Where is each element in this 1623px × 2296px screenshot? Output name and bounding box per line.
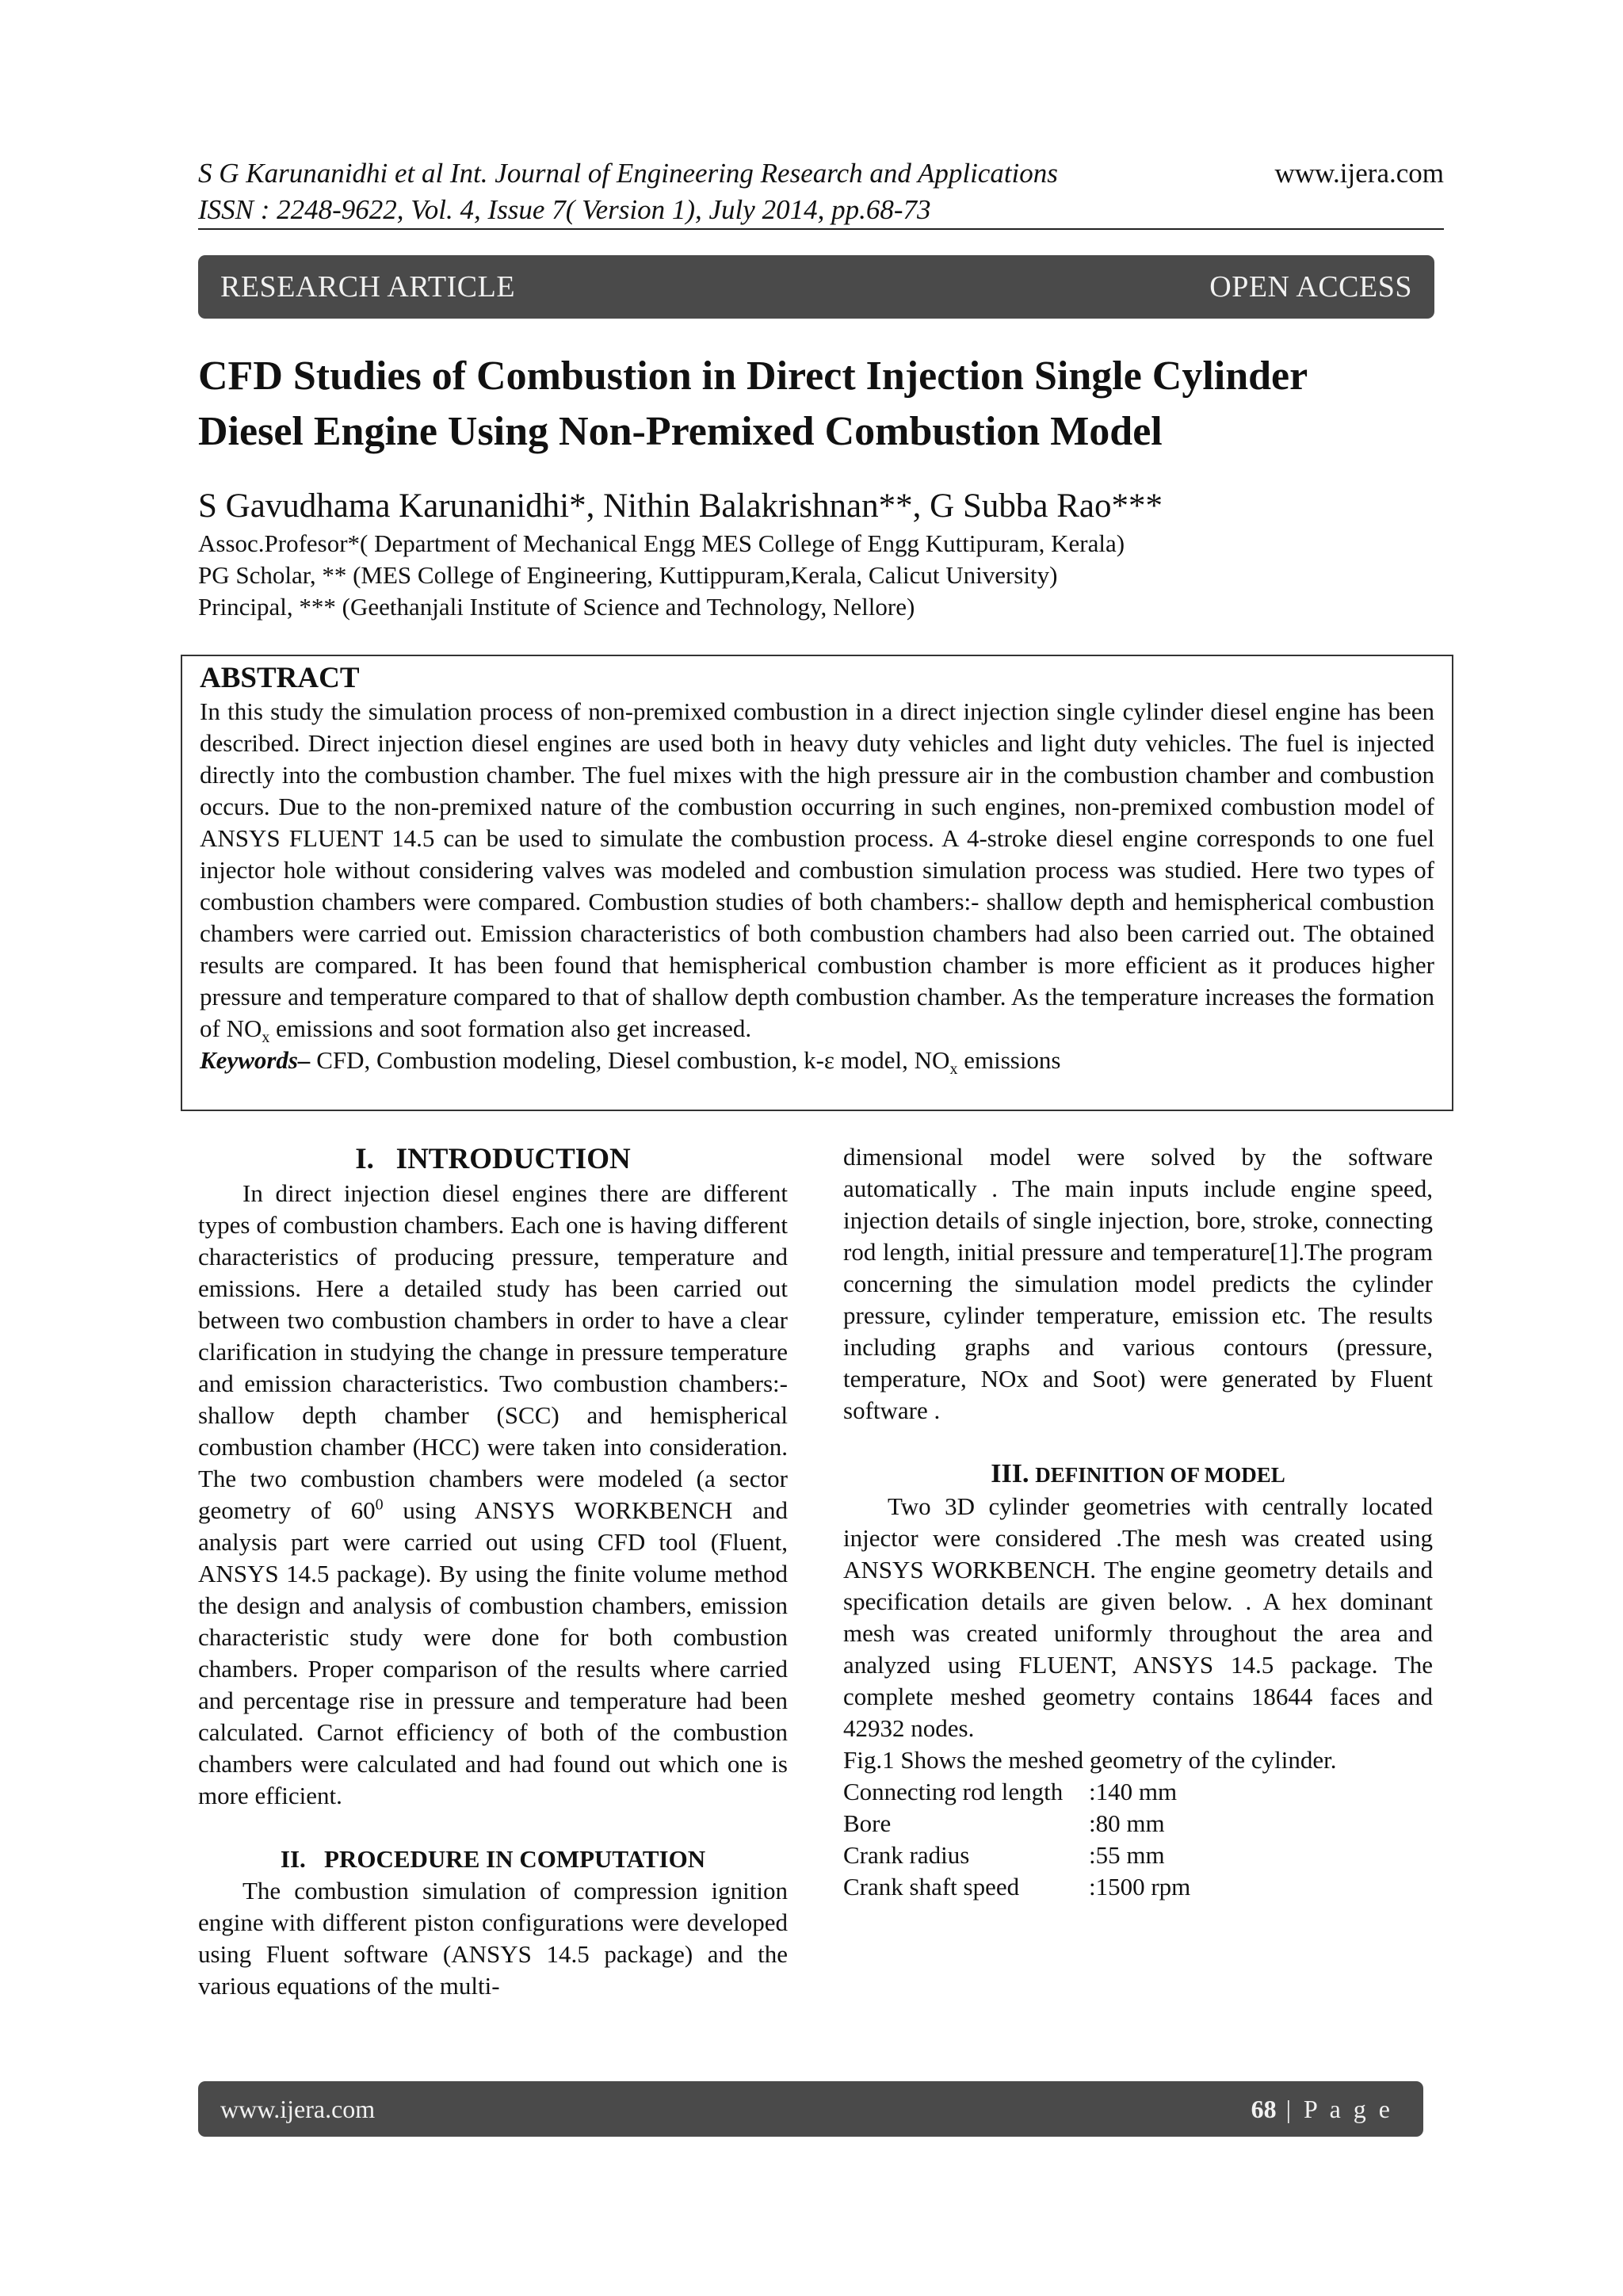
- footer-website-link[interactable]: www.ijera.com: [220, 2094, 376, 2123]
- title-line-1: CFD Studies of Combustion in Direct Injection Single Cylinder: [198, 353, 1308, 399]
- abstract-text: In this study the simulation process of non-premixed combustion in a direct injection single cylinder diesel engine has been described. Direct injection diesel engines are used both in heavy duty vehicles and light duty vehicles. The fuel is injected directly into the combustion chamber. The fuel mixes with the high pressure air in the combustion chamber and combustion occurs. Due to the non-premixed nature of the combustion occurring in such engines, non-premixed combustion model of ANSYS FLUENT 14.5 can be used to simulate the combustion process. A 4-stroke diesel engine corresponds to one fuel injector hole without considering valves was modeled and combustion simulation process was studied. Here two types of combustion chambers were compared. Combustion studies of both chambers:- shallow depth and hemispherical combustion chambers were carried out. Emission characteristics of both combustion chambers had also been carried out. The obtained results are compared. It has been found that hemispherical combustion chamber is more efficient as it produces higher pressure and temperature compared to that of shallow depth combustion chamber. As the temperature increases the formation of $NO_x$ emissions and soot formation also get increased.: [200, 697, 1434, 1047]
- running-header: [198, 155, 1444, 228]
- spec-row: Bore :80 mm: [843, 1809, 1165, 1837]
- page-number: 68 | P a g e: [1251, 2094, 1393, 2123]
- affiliations: [198, 528, 1450, 623]
- section-heading-introduction: I. INTRODUCTION: [355, 1143, 631, 1175]
- spec-row: Crank shaft speed :1500 rpm: [843, 1873, 1191, 1901]
- section-heading-procedure: II. PROCEDURE IN COMPUTATION: [280, 1845, 706, 1873]
- article-type-banner: [198, 255, 1434, 319]
- intro-paragraph: In direct injection diesel engines there are different types of combustion chambers. Each one is having different characteristics of producing pressure, temperature and emissions. Here a detailed study has been carried out between two combustion chambers in order to have a clear clarification in studying the change in pressure temperature and emission characteristics. Two combustion chambers:- shallow depth chamber (SCC) and hemispherical combustion chamber (HCC) were taken into consideration. The two combustion chambers were modeled (a sector geometry of $60^0$ using ANSYS WORKBENCH and analysis part were carried out using CFD tool (Fluent, ANSYS 14.5 package). By using the finite volume method the design and analysis of combustion chambers, emission characteristic study were done for both combustion chambers. Proper comparison of the results where carried and percentage rise in pressure and temperature had been calculated. Carnot efficiency of both of the combustion chambers were calculated and had found out which one is more efficient.: [198, 1179, 788, 1809]
- paper-title: [198, 349, 1450, 460]
- model-paragraph: Two 3D cylinder geometries with centrally located injector were considered .The mesh was created using ANSYS WORKBENCH. The engine geometry details and specification details are given below. . A hex dominant mesh was created uniformly throughout the area and analyzed using FLUENT, ANSYS 14.5 package. The complete meshed geometry contains 18644 faces and 42932 nodes.: [843, 1492, 1433, 1742]
- header-website-link[interactable]: www.ijera.com: [1274, 158, 1444, 189]
- header-divider: [198, 228, 1444, 230]
- keywords: Keywords– CFD, Combustion modeling, Diesel combustion, k-ε model, $NO_x$ emissions: [200, 1046, 1061, 1079]
- citation-line-2: ISSN : 2248-9622, Vol. 4, Issue 7( Version 1), July 2014, pp.68-73: [198, 194, 931, 225]
- page-footer: [198, 2081, 1423, 2137]
- spec-row: Crank radius :55 mm: [843, 1841, 1165, 1869]
- abstract-box: [181, 655, 1453, 1111]
- title-line-2: Diesel Engine Using Non-Premixed Combustion Model: [198, 409, 1163, 454]
- procedure-paragraph-start: The combustion simulation of compression ignition engine with different piston configurations were developed using Fluent software (ANSYS 14.5 package) and the various equations of the multi-: [198, 1877, 788, 2000]
- procedure-paragraph-continued: dimensional model were solved by the software automatically . The main inputs include engine speed, injection details of single injection, bore, stroke, connecting rod length, initial pressure and temperature[1].The program concerning the simulation model predicts the cylinder pressure, cylinder temperature, emission etc. The results including graphs and various contours (pressure, temperature, NOx and Soot) were generated by Fluent software .: [843, 1143, 1433, 1424]
- research-article-label: RESEARCH ARTICLE: [220, 270, 516, 304]
- section-heading-model: III. DEFINITION OF MODEL: [991, 1459, 1285, 1488]
- citation-line-1: S G Karunanidhi et al Int. Journal of Engineering Research and Applications: [198, 158, 1058, 189]
- open-access-label: OPEN ACCESS: [1209, 270, 1412, 304]
- right-column: [843, 1141, 1433, 1903]
- keywords-label: Keywords–: [200, 1046, 311, 1074]
- affiliation-2: PG Scholar, ** (MES College of Engineering, Kuttippuram,Kerala, Calicut University): [198, 561, 1058, 589]
- affiliation-1: Assoc.Profesor*( Department of Mechanical Engg MES College of Engg Kuttipuram, Kerala): [198, 529, 1125, 557]
- spec-row: Connecting rod length :140 mm: [843, 1778, 1178, 1805]
- figure-reference: Fig.1 Shows the meshed geometry of the cylinder.: [843, 1746, 1337, 1774]
- abstract-heading: ABSTRACT: [200, 662, 360, 694]
- left-column: [198, 1141, 788, 2002]
- affiliation-3: Principal, *** (Geethanjali Institute of Science and Technology, Nellore): [198, 593, 915, 621]
- author-list: S Gavudhama Karunanidhi*, Nithin Balakrishnan**, G Subba Rao***: [198, 487, 1163, 525]
